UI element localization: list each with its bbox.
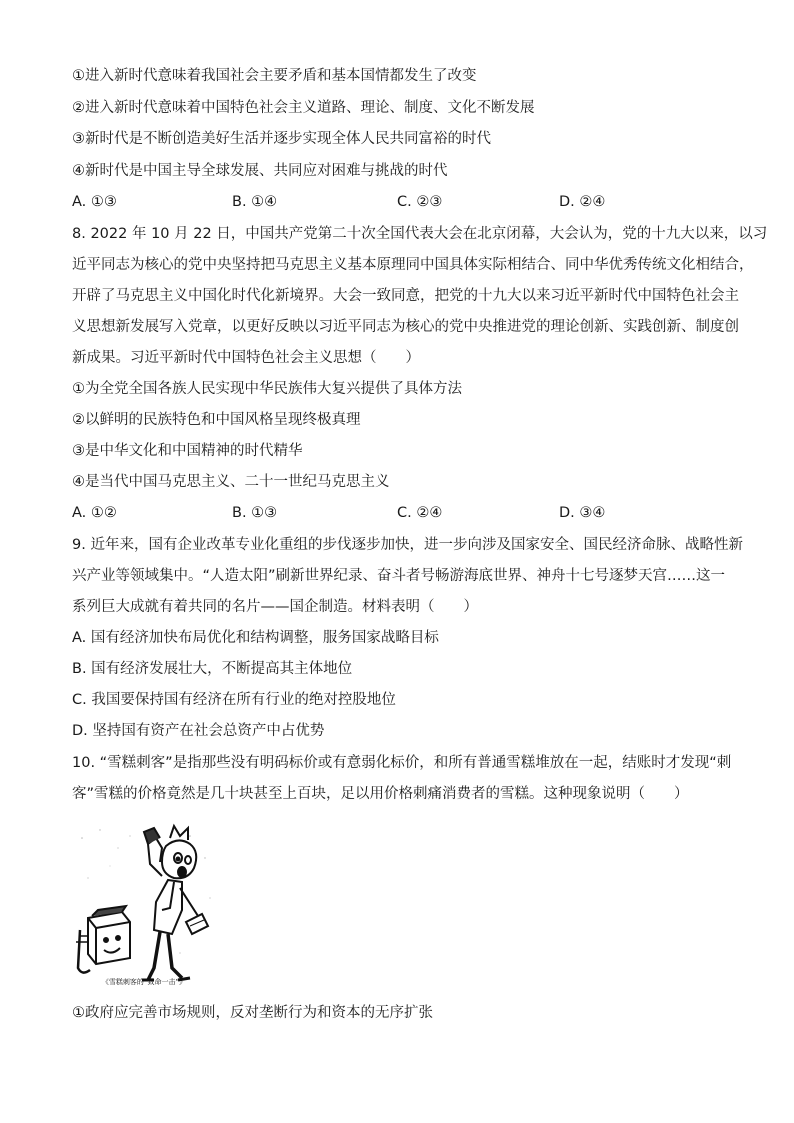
q9-option-c: C. 我国要保持国有经济在所有行业的绝对控股地位 <box>72 692 396 708</box>
q7-statement-4: ④新时代是中国主导全球发展、共同应对困难与挑战的时代 <box>72 163 448 179</box>
q8-statement-3: ③是中华文化和中国精神的时代精华 <box>72 443 303 459</box>
q9-stem-line-1: 9. 近年来，国有企业改革专业化重组的步伐逐步加快，进一步向涉及国家安全、国民经济命脉、战略性新 <box>72 537 743 553</box>
shocked-customer-character <box>142 826 208 980</box>
q7-options <box>72 192 732 212</box>
q10-stem-line-1: 10. “雪糕刺客”是指那些没有明码标价或有意弱化标价，和所有普通雪糕堆放在一起，结账时才发现“刺 <box>72 755 732 771</box>
q9-stem-line-2: 兴产业等领域集中。“人造太阳”刷新世界纪录、奋斗者号畅游海底世界、神舟十七号逐梦天宫……这一 <box>72 568 726 584</box>
q7-statement-3: ③新时代是不断创造美好生活并逐步实现全体人民共同富裕的时代 <box>72 131 491 147</box>
q8-statement-4: ④是当代中国马克思主义、二十一世纪马克思主义 <box>72 474 390 490</box>
q10-stem-line-2: 客”雪糕的价格竟然是几十块甚至上百块，足以用价格刺痛消费者的雪糕。这种现象说明（ ） <box>72 786 689 802</box>
q8-stem-line-2: 近平同志为核心的党中央坚持把马克思主义基本原理同中国具体实际相结合、同中华优秀传统文化相结合， <box>72 257 754 273</box>
q8-stem-line-4: 义思想新发展写入党章，以更好反映以习近平同志为核心的党中央推进党的理论创新、实践创新、制度创 <box>72 319 739 335</box>
q8-options <box>72 503 732 523</box>
q7-option-b: B. ①④ <box>232 194 278 210</box>
q8-option-c: C. ②④ <box>397 505 443 521</box>
q7-option-d: D. ②④ <box>559 194 606 210</box>
q7-statement-1: ①进入新时代意味着我国社会主要矛盾和基本国情都发生了改变 <box>72 68 477 84</box>
ice-cream-assassin-cartoon <box>70 818 218 988</box>
q7-option-c: C. ②③ <box>397 194 443 210</box>
q10-statement-1: ①政府应完善市场规则，反对垄断行为和资本的无序扩张 <box>72 1005 433 1021</box>
q9-option-d: D. 坚持国有资产在社会总资产中占优势 <box>72 723 325 739</box>
q8-option-b: B. ①③ <box>232 505 278 521</box>
ice-cream-box-character <box>76 906 130 973</box>
q8-stem-line-5: 新成果。习近平新时代中国特色社会主义思想（ ） <box>72 350 420 366</box>
q9-stem-line-3: 系列巨大成就有着共同的名片——国企制造。材料表明（ ） <box>72 599 478 615</box>
q7-option-a: A. ①③ <box>72 194 117 210</box>
q7-statement-2: ②进入新时代意味着中国特色社会主义道路、理论、制度、文化不断发展 <box>72 100 535 116</box>
q8-stem-line-3: 开辟了马克思主义中国化时代化新境界。大会一致同意，把党的十九大以来习近平新时代中国特色社会主 <box>72 288 739 304</box>
q8-option-d: D. ③④ <box>559 505 606 521</box>
cartoon-caption: 《雪糕刺客的“致命一击”》 <box>101 978 187 986</box>
q8-stem-line-1: 8. 2022 年 10 月 22 日，中国共产党第二十次全国代表大会在北京闭幕，大会认为，党的十九大以来，以习 <box>72 226 768 242</box>
q8-option-a: A. ①② <box>72 505 117 521</box>
q8-statement-1: ①为全党全国各族人民实现中华民族伟大复兴提供了具体方法 <box>72 381 462 397</box>
q8-statement-2: ②以鲜明的民族特色和中国风格呈现终极真理 <box>72 412 361 428</box>
q9-option-a: A. 国有经济加快布局优化和结构调整，服务国家战略目标 <box>72 630 439 646</box>
q9-option-b: B. 国有经济发展壮大，不断提高其主体地位 <box>72 661 353 677</box>
